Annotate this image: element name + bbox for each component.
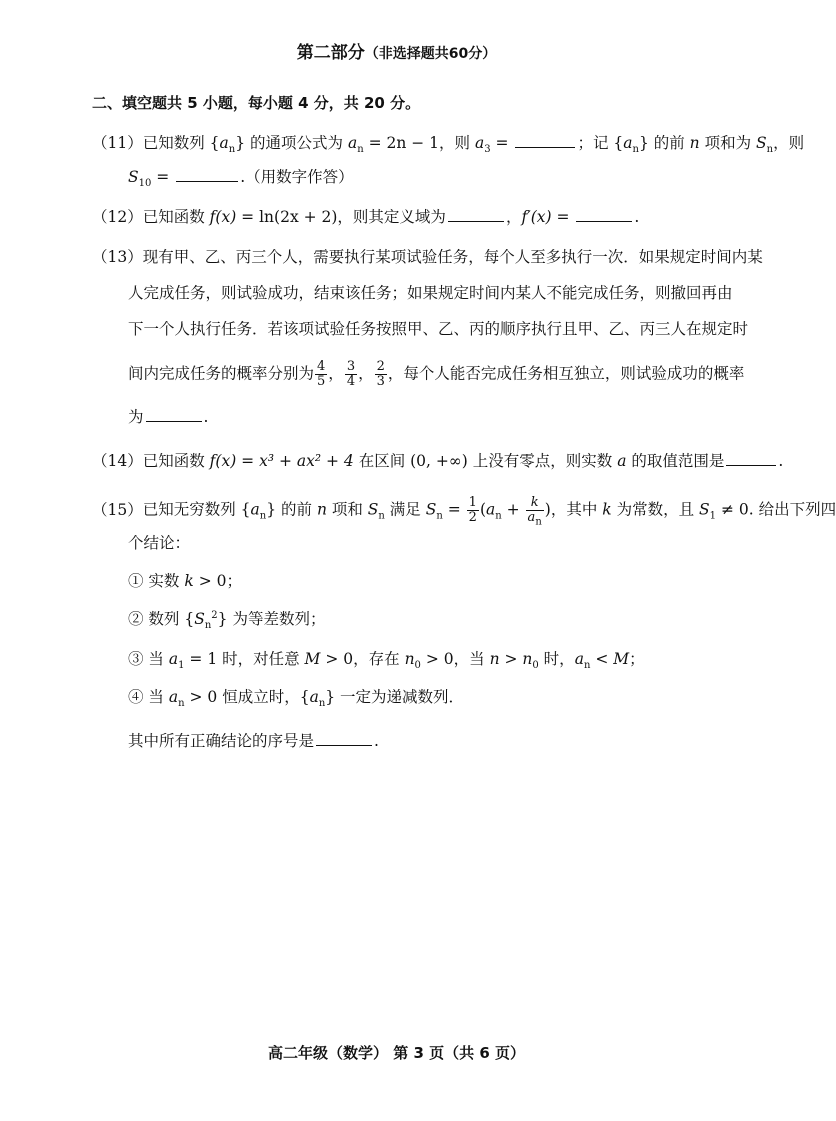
text: > [499,650,523,668]
denominator: 3 [376,374,385,389]
text: = [442,500,466,519]
denominator: 4 [346,374,356,389]
text: < [590,650,614,668]
sub: n [357,144,364,156]
answer-blank[interactable] [316,731,372,746]
text: 已知函数 [142,452,210,470]
answer-blank[interactable] [726,451,776,466]
text: 已知数列 { [142,134,220,152]
var: S [425,500,437,519]
text: 的取值范围是 [626,452,725,470]
text: ③ 当 [128,650,169,668]
page-title [0,38,793,63]
text: 项和为 [699,134,757,152]
text: ≠ 0. 给出下列四 [716,500,836,519]
question-12 [92,206,639,228]
sub: 3 [484,144,491,156]
conclusion-4 [128,686,464,708]
numerator: 4 [317,359,326,374]
var: S [756,134,767,152]
text: ， [328,364,344,383]
text: 已知无穷数列 { [142,500,251,519]
var: a [486,500,496,519]
text: ， [358,364,374,383]
question-11-line2 [128,166,354,188]
answer-blank[interactable] [515,133,575,148]
text: ) [544,500,551,519]
sub: n [495,510,502,522]
text: ① 实数 [128,572,185,590]
text: 项和 [326,500,368,519]
text: } 为等差数列； [217,610,326,628]
var: a [219,134,229,152]
text: 为常数，且 [611,500,700,519]
numerator [526,496,544,511]
text: ； [629,650,645,668]
text: ( [479,500,486,519]
text: 其中所有正确结论的序号是 [128,732,315,750]
var: n [522,650,533,668]
var: S [194,610,205,628]
sub: n [318,698,326,710]
question-13-line1 [92,246,763,268]
answer-blank[interactable] [448,207,504,222]
var: a [617,452,627,470]
text: + [501,500,525,519]
text: 满足 [384,500,426,519]
answer-blank[interactable] [576,207,632,222]
section-heading: 二、填空题共 5 小题，每小题 4 分，共 20 分。 [92,94,421,112]
text: ，每个人能否完成任务相互独立，则试验成功的概率 [387,364,745,383]
denominator: 5 [317,374,326,389]
text: 现有甲、乙、丙三个人，需要执行某项试验任务，每个人至多执行一次．如果规定时间内某 [142,248,763,266]
var: M [613,650,630,668]
var: a [623,134,633,152]
var: S [699,500,710,519]
text: = ln(2x + 2)，则其定义域为 [236,208,446,226]
var: a [474,134,485,152]
var: a [347,134,358,152]
var: a [527,510,536,525]
var: k [602,500,612,519]
sub: n [228,144,236,156]
sub: n [178,698,185,710]
text: ，则 [439,134,475,152]
text: . [203,408,209,426]
text: ， [505,208,522,226]
sub: n [259,510,267,522]
part-title: 第二部分 [296,43,365,63]
var: k [530,495,539,510]
sub: n [766,144,774,156]
text: 为 [128,408,144,426]
numerator: 3 [346,359,356,374]
text: = [151,168,175,186]
text: > 0； [193,572,242,590]
sub: n [436,510,443,522]
question-number: （14） [92,452,143,470]
text: 间内完成任务的概率分别为 [128,364,315,383]
answer-blank[interactable] [146,407,202,422]
question-13-line3: 下一个人执行任务．若该项试验任务按照甲、乙、丙的顺序执行且甲、乙、丙三人在规定时 [128,320,749,338]
question-number: （12） [92,208,143,226]
text: } 的通项公式为 [235,134,348,152]
fraction [375,360,387,389]
conclusion-2 [128,608,325,630]
var: a [309,688,319,706]
var: a [250,500,260,519]
text: } 一定为递减数列． [325,688,465,706]
denominator [526,510,544,528]
text: ，其中 [550,500,603,519]
text: = 1 时，对任意 [184,650,305,668]
function: f(x) = x³ + ax² + 4 [209,452,354,470]
text: ② 数列 { [128,610,195,628]
fraction [526,495,544,528]
text: ，则 [773,134,805,152]
text: > 0，存在 [320,650,405,668]
text: ④ 当 [128,688,169,706]
text: > 0 恒成立时，{ [184,688,310,706]
sub: 0 [532,660,539,672]
sup: 2 [211,609,218,621]
question-13-line4 [128,360,744,389]
question-13-line2: 人完成任务，则试验成功，结束该任务；如果规定时间内某人不能完成任务，则撤回再由 [128,284,733,302]
text: .（用数字作答） [240,168,354,186]
question-number: （13） [92,248,143,266]
question-15-line2: 个结论： [128,534,191,552]
page-footer: 高二年级（数学） 第 3 页（共 6 页） [268,1044,525,1062]
formula: = 2n − 1 [363,134,440,152]
var: n [404,650,415,668]
text: . [634,208,640,226]
text: . [778,452,784,470]
function: f(x) [209,208,237,226]
text: 在区间 (0, +∞) 上没有零点，则实数 [353,452,618,470]
sub: 10 [138,178,152,190]
var: a [574,650,584,668]
question-14 [92,450,783,472]
sub: n [632,144,639,156]
text: 时， [538,650,575,668]
fraction [315,360,327,389]
sub: n [583,660,591,672]
denominator: 2 [468,510,477,525]
conclusion-3 [128,648,645,670]
sub: 0 [414,660,421,672]
part-subtitle: （非选择题共60分） [364,46,497,62]
var: S [128,168,139,186]
var: a [168,688,179,706]
text: 已知函数 [142,208,210,226]
question-15-final [128,730,379,752]
sub: 1 [178,660,185,672]
sub: n [204,620,212,632]
text: > 0，当 [420,650,490,668]
sub: 1 [709,510,717,522]
numerator: 2 [376,359,385,374]
sub: n [535,516,542,528]
var: k [184,572,194,590]
var: n [316,500,327,519]
question-13-line5 [128,406,208,428]
question-15-line1 [92,495,836,528]
var: a [168,650,179,668]
text: = [490,134,514,152]
derivative: f′(x) [521,208,552,226]
sub: n [378,510,385,522]
text: } 的前 [638,134,690,152]
text: } 的前 [266,500,317,519]
conclusion-1 [128,570,242,592]
var: S [367,500,379,519]
question-11-line1 [92,132,804,154]
text: ；记 { [577,134,624,152]
text: . [374,732,379,750]
question-number: （11） [92,134,143,152]
var: M [304,650,321,668]
fraction [345,360,357,389]
var: n [489,650,500,668]
fraction [467,496,479,525]
text: = [551,208,575,226]
numerator: 1 [468,495,477,510]
answer-blank[interactable] [176,167,238,182]
question-number: （15） [92,500,143,519]
var: n [689,134,700,152]
